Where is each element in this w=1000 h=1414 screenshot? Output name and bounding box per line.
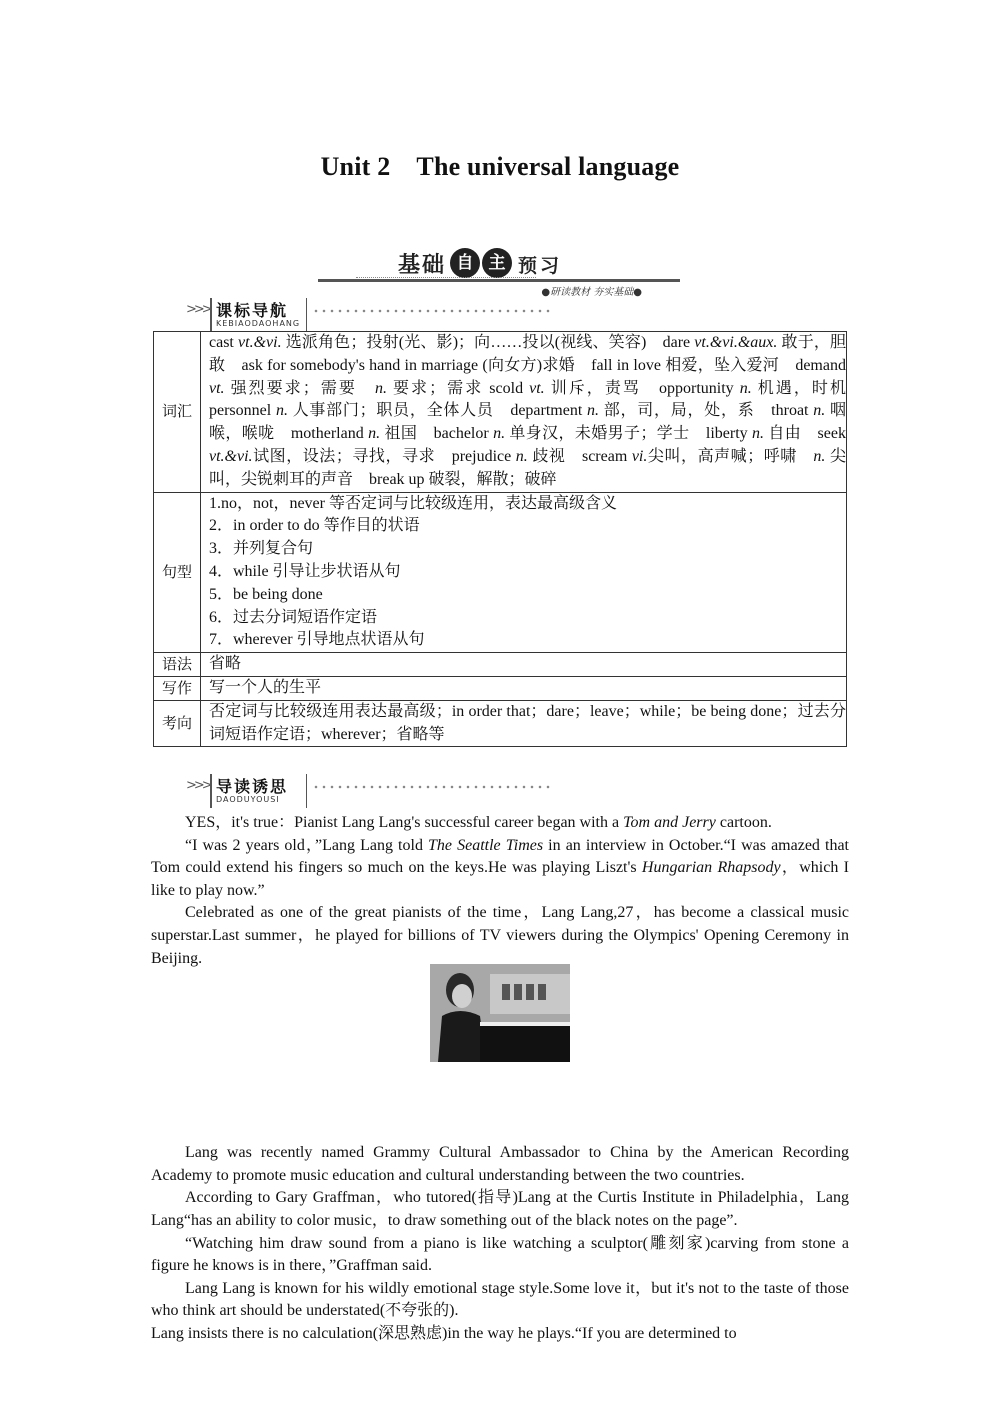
vocab-meaning: 选派角色；投射(光、影)；向……投以(视线、笑容) xyxy=(281,334,663,351)
paragraph: Lang was recently named Grammy Cultural Ambassador to China by the American Recording Academy to promote music education and cultural understanding between the two countries. xyxy=(151,1144,849,1184)
vocab-meaning: 尖叫，尖锐刺耳的声音 xyxy=(209,447,846,488)
banner-char: 习 xyxy=(540,255,560,277)
paragraph: Lang Lang is known for his wildly emotional stage style.Some love it，but it's not to the taste of those who think art should be understated(不夸张的). xyxy=(151,1279,849,1320)
italic-title: The Seattle Times xyxy=(428,836,544,854)
vocab-meaning: 强烈要求；需要 xyxy=(224,379,375,397)
section-pinyin: DAODUYOUSI xyxy=(216,795,280,804)
vocab-word: motherland xyxy=(290,425,369,443)
vocab-entry xyxy=(209,402,510,419)
banner-circle-char: 自 xyxy=(450,248,480,278)
grammar-cell: 省略 xyxy=(201,653,847,677)
divider xyxy=(306,298,307,332)
vocab-meaning: 训斥，责骂 xyxy=(544,379,659,397)
paragraph: Celebrated as one of the great pianists of the time，Lang Lang,27，has become a classical music superstar.Last summer，he played for billions of TV viewers during the Olympics' Opening Ceremony in Beijing. xyxy=(151,904,849,967)
vocab-meaning: 要求；需求 xyxy=(386,379,490,397)
divider xyxy=(210,774,212,808)
vocab-meaning: 敢于，胆敢 xyxy=(209,334,846,374)
vocab-word: demand xyxy=(795,356,846,374)
text: YES，it's true：Pianist Lang Lang's successful career began with a xyxy=(185,814,624,831)
italic-title: Hungarian Rhapsody xyxy=(641,859,781,877)
vocab-entry xyxy=(375,380,489,397)
section-title: 课标导航 xyxy=(216,301,289,320)
vocab-meaning: 机遇，时机 xyxy=(751,379,862,397)
row-label: 语法 xyxy=(154,653,201,677)
row-label: 词汇 xyxy=(154,332,201,493)
vocab-word: personnel xyxy=(209,402,276,420)
paragraph: “Watching him draw sound from a piano is like watching a sculptor(雕刻家)carving from stone a figure he knows is in there，”Graffman said. xyxy=(151,1234,849,1275)
vocab-word: department xyxy=(510,402,588,420)
vocab-pos: vt.&vi. xyxy=(238,334,282,351)
vocab-pos: n. xyxy=(587,402,600,420)
divider xyxy=(306,774,307,808)
table-row xyxy=(154,700,847,747)
italic-title: Tom and Jerry xyxy=(623,814,716,831)
vocab-word: scold xyxy=(489,379,530,397)
text: ，which I like to play now.” xyxy=(151,859,849,899)
vocab-entry xyxy=(510,402,771,419)
row-label: 写作 xyxy=(154,676,201,700)
vocab-entry xyxy=(706,425,818,442)
pattern-item: 5．be being done xyxy=(209,585,323,603)
vocab-meaning: 试图，设法；寻找，寻求 xyxy=(252,447,452,465)
vocab-entry xyxy=(209,334,663,351)
vocab-word: prejudice xyxy=(451,447,516,465)
vocab-entry xyxy=(452,448,582,465)
vocab-meaning: 祖国 xyxy=(380,425,434,443)
vocab-word: ask for somebody's hand in marriage xyxy=(241,356,479,374)
vocab-meaning: (向女方)求婚 xyxy=(478,356,592,374)
vocab-pos: n. xyxy=(813,402,826,420)
section-banner xyxy=(318,248,680,298)
exam-cell: 否定词与比较级连用表达最高级；in order that；dare；leave；while；be being done；过去分词短语作定语；wherever；省略等 xyxy=(201,700,847,747)
banner-rule xyxy=(318,279,680,282)
vocab-word: scream xyxy=(581,447,632,465)
unit-name: The universal language xyxy=(416,152,680,181)
vocab-entry xyxy=(369,471,557,488)
writing-cell: 写一个人的生平 xyxy=(201,676,847,700)
vocab-pos: n. xyxy=(752,425,765,443)
unit-number: Unit 2 xyxy=(320,152,391,181)
text: in an interview in October.“I was amazed that Tom could extend his fingers so much on the keys.He was playing Liszt's xyxy=(151,836,849,877)
vocab-entry xyxy=(489,380,659,397)
vocab-entry xyxy=(434,425,706,442)
pattern-item: 6．过去分词短语作定语 xyxy=(209,608,378,626)
vocab-meaning: 尖叫，高声喊；呼啸 xyxy=(647,447,814,465)
vocab-word: liberty xyxy=(705,425,753,443)
row-label: 句型 xyxy=(154,492,201,653)
vocab-pos: vt. xyxy=(209,379,225,397)
vocab-cell xyxy=(201,332,862,493)
pianist-photo-graphic xyxy=(430,964,570,1062)
banner-subtitle: ●研读教材 夯实基础● xyxy=(541,287,642,298)
divider xyxy=(210,298,212,332)
vocab-pos: n. xyxy=(515,447,528,465)
paragraph: According to Gary Graffman，who tutored(指导)Lang at the Curtis Institute in Philadelphia，Lang Lang“has an ability to color music，to draw something out of the black notes on the page”. xyxy=(151,1189,849,1229)
vocab-pos: vi. xyxy=(631,447,648,465)
vocab-meaning: 部，司，局，处，系 xyxy=(599,402,772,420)
banner-circle-char: 主 xyxy=(482,248,512,278)
banner-dotted-line xyxy=(356,277,536,278)
vocab-entry xyxy=(591,357,795,374)
vocab-pos: n. xyxy=(275,402,288,420)
vocab-word: dare xyxy=(662,334,695,351)
banner-char: 预 xyxy=(518,255,538,277)
vocab-meaning: 自由 xyxy=(764,425,818,443)
table-row xyxy=(154,332,847,493)
pattern-item: 2．in order to do 等作目的状语 xyxy=(209,517,420,535)
text: cartoon. xyxy=(715,814,772,831)
vocab-word: bachelor xyxy=(433,425,494,443)
vocab-meaning: 相爱，坠入爱河 xyxy=(660,356,796,374)
vocab-pos: n. xyxy=(813,447,826,465)
pianist-photo xyxy=(430,964,570,1062)
dotted-rule xyxy=(312,784,552,790)
vocab-meaning: 歧视 xyxy=(527,447,582,465)
row-label: 考向 xyxy=(154,700,201,747)
vocab-word: cast xyxy=(209,334,239,351)
vocab-meaning: 人事部门；职员，全体人员 xyxy=(287,402,511,420)
paragraph: Lang insists there is no calculation(深思熟虑)in the way he plays.“If you are determined to xyxy=(151,1324,737,1342)
pattern-item: 3．并列复合句 xyxy=(209,540,314,558)
pattern-cell xyxy=(201,492,847,653)
section-title: 导读诱思 xyxy=(216,777,289,796)
vocab-meaning: 单身汉，未婚男子；学士 xyxy=(505,425,706,443)
vocab-pos: vt.&vi. xyxy=(209,447,253,465)
table-row xyxy=(154,492,847,653)
vocab-word: throat xyxy=(771,402,814,420)
vocab-pos: n. xyxy=(493,425,506,443)
vocab-pos: n. xyxy=(739,379,752,397)
pattern-item: 7．wherever 引导地点状语从句 xyxy=(209,631,425,649)
dotted-rule xyxy=(312,308,552,314)
text: “I was 2 years old，”Lang Lang told xyxy=(185,836,429,854)
vocab-word: opportunity xyxy=(659,379,740,397)
vocab-pos: vt. xyxy=(529,379,545,397)
vocab-pos: n. xyxy=(374,379,387,397)
table-row xyxy=(154,653,847,677)
section-pinyin: KEBIAODAOHANG xyxy=(216,319,301,328)
vocab-meaning: 咽喉，喉咙 xyxy=(209,402,846,443)
banner-char: 础 xyxy=(422,253,445,278)
article xyxy=(151,812,849,1346)
vocab-word: break up xyxy=(369,470,425,488)
banner-char: 基 xyxy=(398,253,421,278)
table-row xyxy=(154,676,847,700)
paragraph xyxy=(151,812,849,835)
vocab-entry xyxy=(291,425,434,442)
vocab-word: fall in love xyxy=(591,356,661,374)
summary-table xyxy=(153,331,862,747)
section-header-daodu xyxy=(186,774,686,814)
vocab-entry xyxy=(242,357,592,374)
pattern-item: 1.no，not，never 等否定词与比较级连用，表达最高级含义 xyxy=(209,494,617,512)
vocab-meaning: 破裂，解散；破碎 xyxy=(424,470,557,488)
paragraph xyxy=(151,835,849,903)
pattern-item: 4．while 引导让步状语从句 xyxy=(209,562,401,580)
vocab-pos: vt.&vi.&aux. xyxy=(694,334,778,351)
arrow-icon: >>> xyxy=(186,778,210,793)
arrow-icon: >>> xyxy=(186,302,210,317)
vocab-word: seek xyxy=(817,425,846,443)
vocab-entry xyxy=(582,448,813,465)
vocab-entry xyxy=(659,380,862,397)
vocab-pos: n. xyxy=(368,425,381,443)
page-title xyxy=(0,152,1000,182)
